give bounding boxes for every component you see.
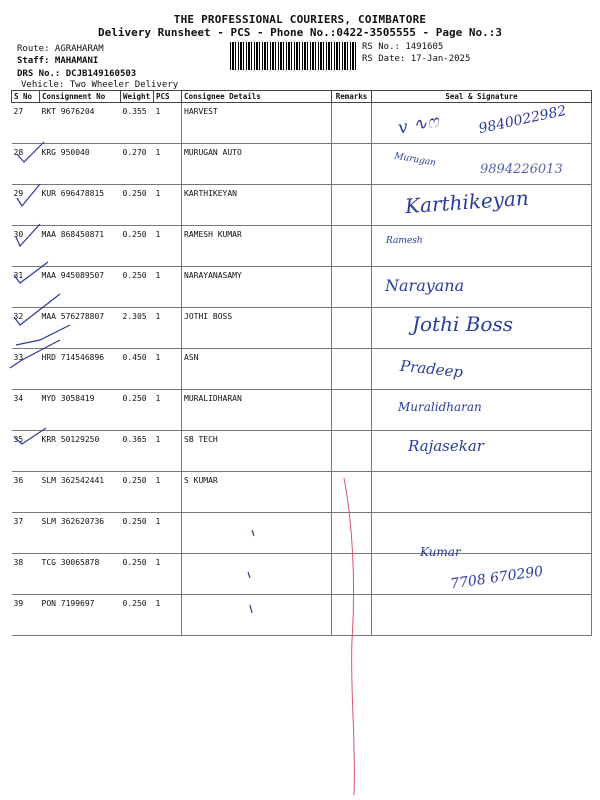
weight-cell: 0.250 [121,226,154,267]
signature-row-29: Karthikeyan [404,185,530,219]
table-row [12,349,592,390]
remarks-cell [332,308,372,349]
consignment-cell: SLM 362542441 [40,472,121,513]
consignee-cell: SB TECH [182,431,332,472]
remarks-cell [332,595,372,636]
col-consignment: Consignment No [40,91,121,103]
sno-cell: 27 [12,103,40,144]
col-pcs: PCS [154,91,182,103]
route-label: Route: AGRAHARAM [17,44,104,54]
sno-cell: 33 [12,349,40,390]
signature-row-32: Jothi Boss [412,312,513,336]
pcs-cell: 1 [154,472,182,513]
sno-cell: 38 [12,554,40,595]
signature-cell [372,595,592,636]
phone-handwritten-3: 7708 670290 [449,563,545,593]
remarks-cell [332,349,372,390]
weight-cell: 0.250 [121,554,154,595]
table-row [12,431,592,472]
weight-cell: 0.270 [121,144,154,185]
pcs-cell: 1 [154,185,182,226]
consignment-cell: KRR 50129250 [40,431,121,472]
pcs-cell: 1 [154,431,182,472]
sno-cell: 28 [12,144,40,185]
consignee-cell [182,554,332,595]
col-signature: Seal & Signature [372,91,592,103]
consignment-cell: SLM 362620736 [40,513,121,554]
sno-cell: 37 [12,513,40,554]
remarks-cell [332,185,372,226]
drs-label: DRS No.: DCJB149160503 [17,69,137,79]
pcs-cell: 1 [154,226,182,267]
weight-cell: 0.250 [121,472,154,513]
signature-cell [372,226,592,267]
signature-row-33: Pradeep [399,356,464,382]
consignee-cell: ASN [182,349,332,390]
remarks-cell [332,513,372,554]
weight-cell: 0.250 [121,513,154,554]
consignee-cell: NARAYANASAMY [182,267,332,308]
barcode [230,42,356,70]
pcs-cell: 1 [154,144,182,185]
signature-row-30: Ramesh [386,236,423,246]
staff-label: Staff: MAHAMANI [17,56,99,66]
weight-cell: 0.250 [121,595,154,636]
table-row [12,595,592,636]
weight-cell: 0.450 [121,349,154,390]
pcs-cell: 1 [154,103,182,144]
remarks-cell [332,103,372,144]
sno-cell: 29 [12,185,40,226]
weight-cell: 2.305 [121,308,154,349]
remarks-cell [332,267,372,308]
sno-cell: 34 [12,390,40,431]
signature-row-28: Murugan [393,151,437,169]
col-sno: S No [12,91,40,103]
sno-cell: 30 [12,226,40,267]
consignment-cell: PON 7199697 [40,595,121,636]
consignee-cell: MURUGAN AUTO [182,144,332,185]
table-row [12,267,592,308]
rs-number: RS No.: 1491605 [362,42,444,52]
pcs-cell: 1 [154,554,182,595]
remarks-cell [332,472,372,513]
vehicle-label: Vehicle: Two Wheeler Delivery [21,80,179,90]
consignment-cell: MYD 3058419 [40,390,121,431]
sno-cell: 36 [12,472,40,513]
rs-date: RS Date: 17-Jan-2025 [362,54,471,64]
consignment-cell: MAA 576278807 [40,308,121,349]
signature-cell [372,472,592,513]
pcs-cell: 1 [154,390,182,431]
consignment-cell: KRG 950040 [40,144,121,185]
consignee-cell: MURALIDHARAN [182,390,332,431]
runsheet-subtitle: Delivery Runsheet - PCS - Phone No.:0422-3505555 - Page No.:3 [98,26,502,39]
signature-row-38: Kumar [420,545,461,559]
signature-row-27: v ∿ෆ [396,111,441,139]
consignee-cell [182,513,332,554]
consignment-cell: MAA 945089507 [40,267,121,308]
consignee-cell: RAMESH KUMAR [182,226,332,267]
pcs-cell: 1 [154,267,182,308]
pcs-cell: 1 [154,349,182,390]
col-consignee: Consignee Details [182,91,332,103]
signature-row-31: Narayana [385,276,465,295]
sno-cell: 32 [12,308,40,349]
company-title: THE PROFESSIONAL COURIERS, COIMBATORE [173,13,427,26]
consignment-cell: RKT 9676204 [40,103,121,144]
sno-cell: 39 [12,595,40,636]
consignee-cell: S KUMAR [182,472,332,513]
table-row [12,226,592,267]
consignee-cell [182,595,332,636]
weight-cell: 0.365 [121,431,154,472]
pcs-cell: 1 [154,513,182,554]
table-header-row [12,91,592,103]
remarks-cell [332,226,372,267]
pcs-cell: 1 [154,308,182,349]
weight-cell: 0.250 [121,267,154,308]
phone-handwritten-2: 9894226013 [480,162,563,177]
weight-cell: 0.250 [121,390,154,431]
consignment-cell: KUR 696478815 [40,185,121,226]
sno-cell: 35 [12,431,40,472]
consignment-cell: HRD 714546896 [40,349,121,390]
remarks-cell [332,390,372,431]
remarks-cell [332,554,372,595]
signature-cell [372,513,592,554]
signature-row-34: Muralidharan [398,400,482,414]
table-row [12,513,592,554]
consignee-cell: HARVEST [182,103,332,144]
weight-cell: 0.355 [121,103,154,144]
col-weight: Weight [121,91,154,103]
signature-row-35: Rajasekar [408,437,484,455]
sno-cell: 31 [12,267,40,308]
consignment-cell: MAA 868450871 [40,226,121,267]
weight-cell: 0.250 [121,185,154,226]
consignee-cell: JOTHI BOSS [182,308,332,349]
consignee-cell: KARTHIKEYAN [182,185,332,226]
col-remarks: Remarks [332,91,372,103]
remarks-cell [332,144,372,185]
phone-handwritten-1: 9840022982 [477,102,568,138]
table-row [12,472,592,513]
pcs-cell: 1 [154,595,182,636]
remarks-cell [332,431,372,472]
consignment-cell: TCG 30065878 [40,554,121,595]
table-row [12,390,592,431]
